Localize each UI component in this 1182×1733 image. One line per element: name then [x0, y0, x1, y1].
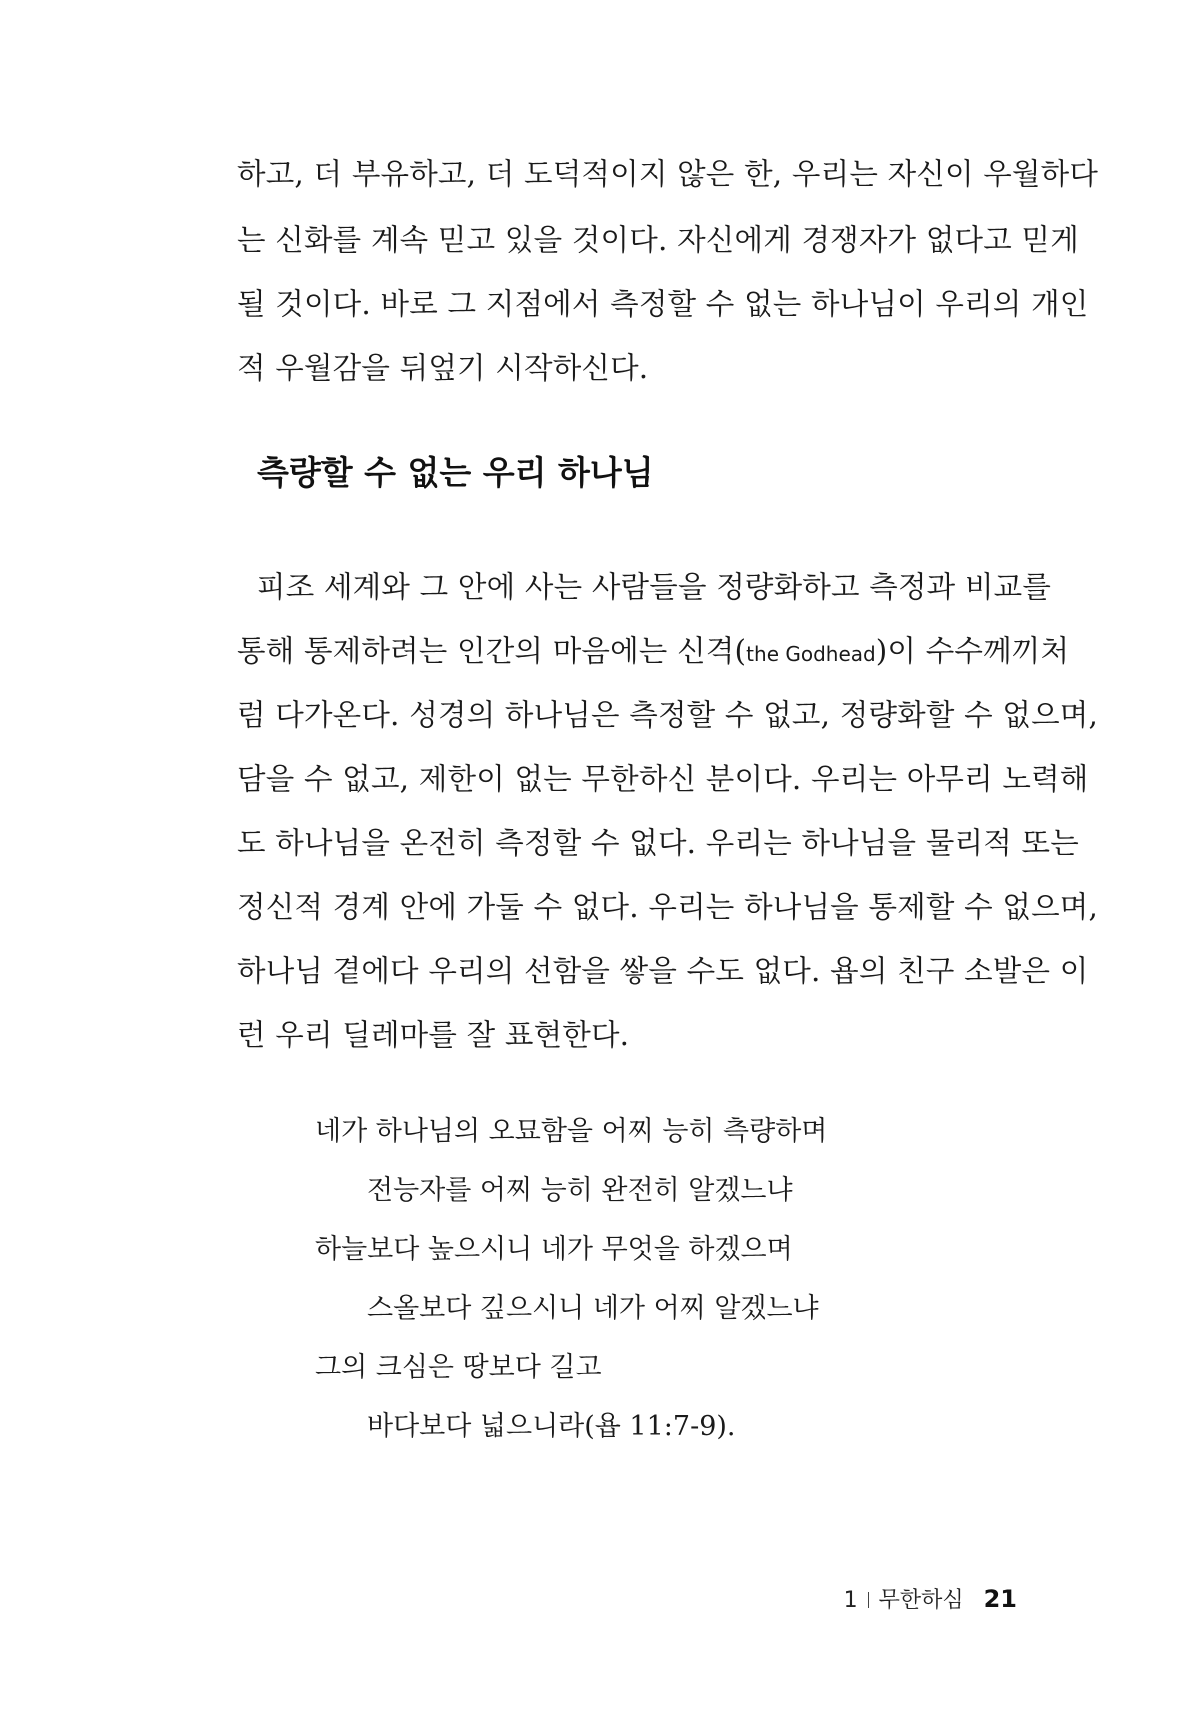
main-line-3: 럼 다가온다. 성경의 하나님은 측정할 수 없고, 정량화할 수 없으며, — [237, 698, 1099, 732]
main-line-6: 정신적 경계 안에 가둘 수 없다. 우리는 하나님을 통제할 수 없으며, — [237, 890, 1099, 924]
intro-line-2: 는 신화를 계속 믿고 있을 것이다. 자신에게 경쟁자가 없다고 믿게 — [237, 223, 1079, 257]
quote-line-2: 전능자를 어찌 능히 완전히 알겠느냐 — [367, 1175, 793, 1206]
main-line-8: 런 우리 딜레마를 잘 표현한다. — [237, 1018, 630, 1052]
main-line-5: 도 하나님을 온전히 측정할 수 없다. 우리는 하나님을 물리적 또는 — [237, 826, 1079, 860]
quote-line-3: 하늘보다 높으시니 네가 무엇을 하겠으며 — [315, 1234, 793, 1265]
main-line-1: 피조 세계와 그 안에 사는 사람들을 정량화하고 측정과 비교를 — [257, 570, 1052, 604]
section-heading: 측량할 수 없는 우리 하나님 — [257, 453, 654, 492]
godhead-term: the Godhead — [746, 642, 876, 666]
chapter-number: 1 — [843, 1588, 858, 1613]
intro-line-3: 될 것이다. 바로 그 지점에서 측정할 수 없는 하나님이 우리의 개인 — [237, 287, 1089, 321]
main-line-2 — [237, 634, 1070, 668]
main-line-2-start: 통해 통제하려는 인간의 마음에는 신격( — [237, 634, 747, 668]
main-line-4: 담을 수 없고, 제한이 없는 무한하신 분이다. 우리는 아무리 노력해 — [237, 762, 1089, 796]
intro-line-4: 적 우월감을 뒤엎기 시작하신다. — [237, 351, 649, 385]
quote-line-4: 스올보다 깊으시니 네가 어찌 알겠느냐 — [367, 1293, 819, 1324]
main-line-7: 하나님 곁에다 우리의 선함을 쌓을 수도 없다. 욥의 친구 소발은 이 — [237, 954, 1089, 988]
quote-line-6: 바다보다 넓으니라(욥 11:7-9). — [367, 1411, 736, 1442]
intro-line-1: 하고, 더 부유하고, 더 도덕적이지 않은 한, 우리는 자신이 우월하다 — [237, 157, 1099, 191]
quote-line-1: 네가 하나님의 오묘함을 어찌 능히 측량하며 — [315, 1116, 828, 1147]
running-footer — [844, 1587, 1017, 1612]
page-number: 21 — [983, 1585, 1017, 1613]
main-line-2-end: )이 수수께끼처 — [875, 634, 1070, 668]
footer-divider — [868, 1592, 869, 1608]
quote-line-5: 그의 크심은 땅보다 길고 — [315, 1352, 602, 1383]
chapter-title: 무한하심 — [878, 1588, 964, 1613]
